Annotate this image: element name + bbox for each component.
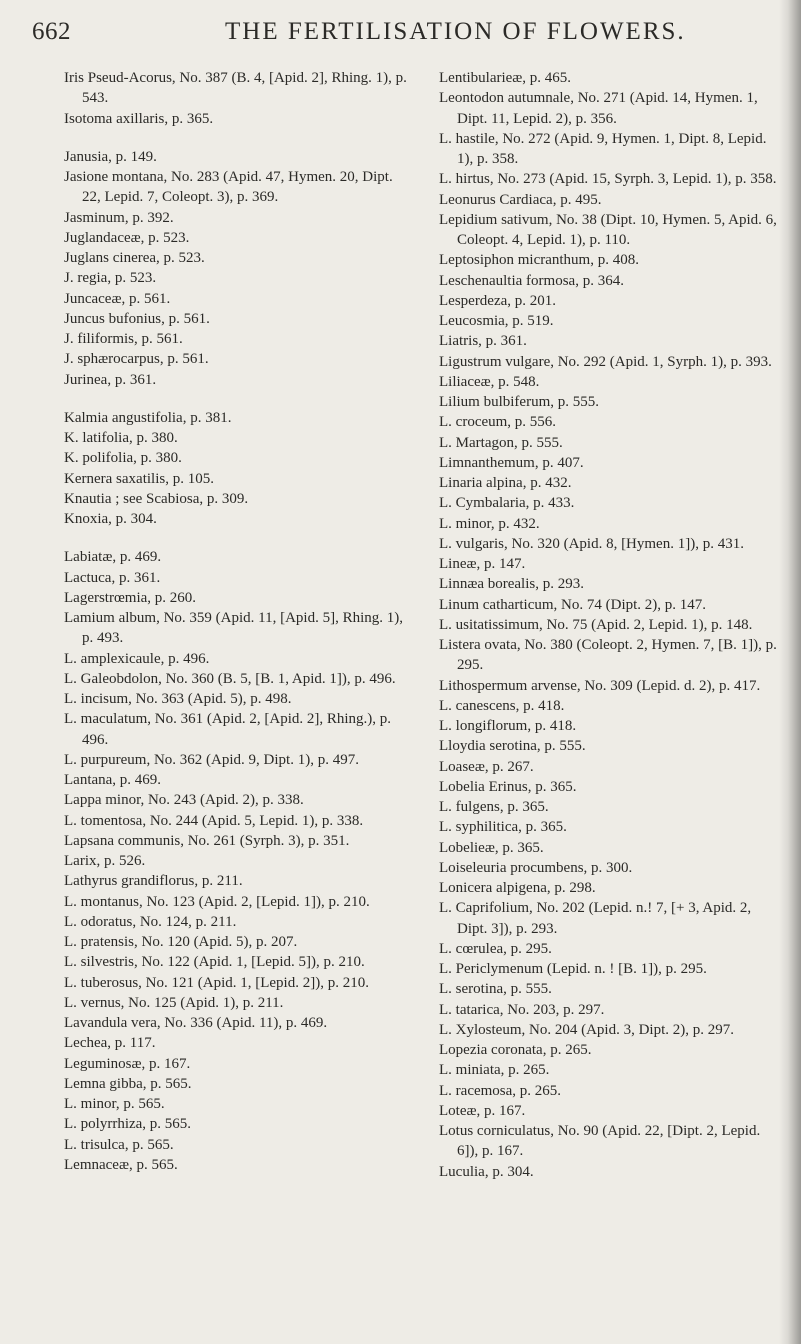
index-entry: L. Xylosteum, No. 204 (Apid. 3, Dipt. 2), p. 297.: [439, 1021, 734, 1038]
index-entry: Linum catharticum, No. 74 (Dipt. 2), p. 147.: [439, 596, 707, 613]
index-entry: Knoxia, p. 304.: [64, 511, 157, 527]
index-entry: Lantana, p. 469.: [64, 772, 162, 788]
index-entry: Lineæ, p. 147.: [439, 556, 526, 572]
index-entry: Jasione montana, No. 283 (Apid. 47, Hymen. 20, Dipt. 22, Lepid. 7, Coleopt. 3), p. 369.: [64, 169, 393, 206]
index-entry: L. vulgaris, No. 320 (Apid. 8, [Hymen. 1]), p. 431.: [439, 535, 744, 552]
index-entry: Lithospermum arvense, No. 309 (Lepid. d. 2), p. 417.: [439, 677, 761, 694]
index-entry: Iris Pseud-Acorus, No. 387 (B. 4, [Apid. 2], Rhing. 1), p. 543.: [64, 70, 407, 107]
section-gap: [64, 529, 409, 547]
index-entry: Lesperdeza, p. 201.: [439, 292, 557, 309]
index-entry: L. Caprifolium, No. 202 (Lepid. n.! 7, [+ 3, Apid. 2, Dipt. 3]), p. 293.: [439, 900, 752, 937]
index-entry: Leucosmia, p. 519.: [439, 313, 554, 329]
index-entry: Janusia, p. 149.: [64, 148, 157, 165]
index-entry: Listera ovata, No. 380 (Coleopt. 2, Hymen. 7, [B. 1]), p. 295.: [439, 637, 777, 674]
index-entry: Ligustrum vulgare, No. 292 (Apid. 1, Syrph. 1), p. 393.: [439, 353, 772, 370]
index-entry: Lotus corniculatus, No. 90 (Apid. 22, [Dipt. 2, Lepid. 6]), p. 167.: [439, 1123, 761, 1160]
left-index-column: [64, 68, 409, 1328]
index-entry: Lilium bulbiferum, p. 555.: [439, 394, 599, 410]
index-entry: L. fulgens, p. 365.: [439, 799, 549, 815]
index-entry: Lobelia Erinus, p. 365.: [439, 778, 577, 795]
index-entry: L. maculatum, No. 361 (Apid. 2, [Apid. 2], Rhing.), p. 496.: [64, 711, 392, 748]
index-entry: L. cœrulea, p. 295.: [439, 940, 552, 957]
index-entry: Lactuca, p. 361.: [64, 569, 161, 586]
index-entry: Leonurus Cardiaca, p. 495.: [439, 191, 602, 208]
index-entry: L. Periclymenum (Lepid. n. ! [B. 1]), p. 295.: [439, 961, 707, 977]
index-entry: L. trisulca, p. 565.: [64, 1136, 174, 1153]
index-entry: Linnæa borealis, p. 293.: [439, 576, 584, 593]
index-entry: L. croceum, p. 556.: [439, 414, 557, 431]
index-entry: Leguminosæ, p. 167.: [64, 1055, 191, 1072]
index-entry: L. usitatissimum, No. 75 (Apid. 2, Lepid. 1), p. 148.: [439, 616, 753, 633]
index-entry: Liliaceæ, p. 548.: [439, 373, 540, 390]
index-entry: Labiatæ, p. 469.: [64, 549, 162, 566]
index-entry: L. minor, p. 432.: [439, 515, 540, 532]
index-entry: Leontodon autumnale, No. 271 (Apid. 14, Hymen. 1, Dipt. 11, Lepid. 2), p. 356.: [439, 90, 758, 127]
index-entry: L. pratensis, No. 120 (Apid. 5), p. 207.: [64, 934, 298, 950]
index-entry: Limnanthemum, p. 407.: [439, 454, 584, 471]
section-gap: [64, 390, 409, 408]
index-entry: L. vernus, No. 125 (Apid. 1), p. 211.: [64, 994, 284, 1011]
index-entry: L. montanus, No. 123 (Apid. 2, [Lepid. 1]), p. 210.: [64, 893, 370, 910]
index-entry: Luculia, p. 304.: [439, 1163, 534, 1180]
index-entry: Lagerstrœmia, p. 260.: [64, 589, 197, 606]
index-entry: L. syphilitica, p. 365.: [439, 819, 567, 836]
index-entry: Juglandaceæ, p. 523.: [64, 229, 190, 246]
index-entry: Larix, p. 526.: [64, 853, 146, 869]
index-entry: Juglans cinerea, p. 523.: [64, 250, 205, 266]
index-entry: L. incisum, No. 363 (Apid. 5), p. 498.: [64, 691, 292, 707]
index-entry: K. latifolia, p. 380.: [64, 430, 178, 446]
index-entry: L. silvestris, No. 122 (Apid. 1, [Lepid. 5]), p. 210.: [64, 954, 365, 971]
index-entry: Isotoma axillaris, p. 365.: [64, 110, 214, 127]
index-entry: L. longiflorum, p. 418.: [439, 718, 577, 734]
page-edge-shadow: [779, 0, 801, 1344]
index-columns: [64, 68, 784, 1328]
right-index-column: [439, 68, 784, 1328]
index-entry: Lathyrus grandiflorus, p. 211.: [64, 873, 243, 890]
index-entry: L. polyrrhiza, p. 565.: [64, 1116, 192, 1133]
index-entry: J. filiformis, p. 561.: [64, 331, 183, 347]
index-entry: L. canescens, p. 418.: [439, 697, 565, 714]
index-entry: Lemna gibba, p. 565.: [64, 1075, 192, 1092]
index-entry: L. serotina, p. 555.: [439, 981, 552, 998]
index-entry: Liatris, p. 361.: [439, 333, 527, 350]
index-entry: Leptosiphon micranthum, p. 408.: [439, 252, 639, 269]
index-entry: Lamium album, No. 359 (Apid. 11, [Apid. 5], Rhing. 1), p. 493.: [64, 610, 403, 647]
index-entry: Juncus bufonius, p. 561.: [64, 310, 210, 327]
index-entry: L. minor, p. 565.: [64, 1096, 165, 1112]
index-entry: Juncaceæ, p. 561.: [64, 290, 171, 307]
index-entry: Kernera saxatilis, p. 105.: [64, 470, 214, 487]
index-entry: L. racemosa, p. 265.: [439, 1082, 562, 1099]
page-header: [32, 18, 772, 58]
index-entry: Kalmia angustifolia, p. 381.: [64, 409, 232, 426]
index-entry: Jasminum, p. 392.: [64, 209, 174, 226]
index-entry: Lapsana communis, No. 261 (Syrph. 3), p. 351.: [64, 832, 350, 849]
index-entry: Lonicera alpigena, p. 298.: [439, 880, 596, 896]
index-entry: L. Galeobdolon, No. 360 (B. 5, [B. 1, Apid. 1]), p. 496.: [64, 670, 396, 687]
index-entry: L. tatarica, No. 203, p. 297.: [439, 1001, 605, 1018]
index-entry: L. hastile, No. 272 (Apid. 9, Hymen. 1, Dipt. 8, Lepid. 1), p. 358.: [439, 130, 767, 167]
index-entry: Linaria alpina, p. 432.: [439, 475, 572, 491]
index-entry: L. tuberosus, No. 121 (Apid. 1, [Lepid. 2]), p. 210.: [64, 974, 369, 991]
index-entry: Lentibularieæ, p. 465.: [439, 70, 572, 86]
index-entry: Jurinea, p. 361.: [64, 371, 157, 388]
index-entry: L. hirtus, No. 273 (Apid. 15, Syrph. 3, Lepid. 1), p. 358.: [439, 171, 777, 188]
index-entry: Lavandula vera, No. 336 (Apid. 11), p. 469.: [64, 1015, 328, 1031]
index-entry: Loteæ, p. 167.: [439, 1102, 526, 1119]
index-entry: L. odoratus, No. 124, p. 211.: [64, 913, 237, 930]
index-entry: Lepidium sativum, No. 38 (Dipt. 10, Hymen. 5, Apid. 6, Coleopt. 4, Lepid. 1), p. 110.: [439, 211, 777, 248]
index-entry: L. amplexicaule, p. 496.: [64, 650, 210, 667]
running-title: THE FERTILISATION OF FLOWERS.: [225, 18, 686, 45]
index-entry: Lemnaceæ, p. 565.: [64, 1156, 178, 1173]
index-entry: L. Martagon, p. 555.: [439, 434, 563, 451]
index-entry: J. sphærocarpus, p. 561.: [64, 351, 209, 368]
index-entry: Lappa minor, No. 243 (Apid. 2), p. 338.: [64, 792, 304, 809]
index-entry: Loaseæ, p. 267.: [439, 758, 534, 775]
index-entry: Leschenaultia formosa, p. 364.: [439, 272, 624, 289]
index-entry: L. miniata, p. 265.: [439, 1062, 550, 1079]
index-entry: L. purpureum, No. 362 (Apid. 9, Dipt. 1), p. 497.: [64, 751, 359, 768]
index-entry: Lopezia coronata, p. 265.: [439, 1042, 592, 1058]
index-entry: L. Cymbalaria, p. 433.: [439, 495, 575, 512]
index-entry: Lechea, p. 117.: [64, 1035, 156, 1052]
index-entry: Knautia ; see Scabiosa, p. 309.: [64, 490, 249, 507]
index-entry: J. regia, p. 523.: [64, 270, 157, 287]
index-entry: Lobelieæ, p. 365.: [439, 839, 544, 856]
index-entry: Lloydia serotina, p. 555.: [439, 738, 586, 755]
index-entry: L. tomentosa, No. 244 (Apid. 5, Lepid. 1), p. 338.: [64, 812, 364, 829]
index-entry: K. polifolia, p. 380.: [64, 450, 182, 467]
index-entry: Loiseleuria procumbens, p. 300.: [439, 859, 633, 876]
section-gap: [64, 129, 409, 147]
page-number: 662: [32, 18, 71, 45]
